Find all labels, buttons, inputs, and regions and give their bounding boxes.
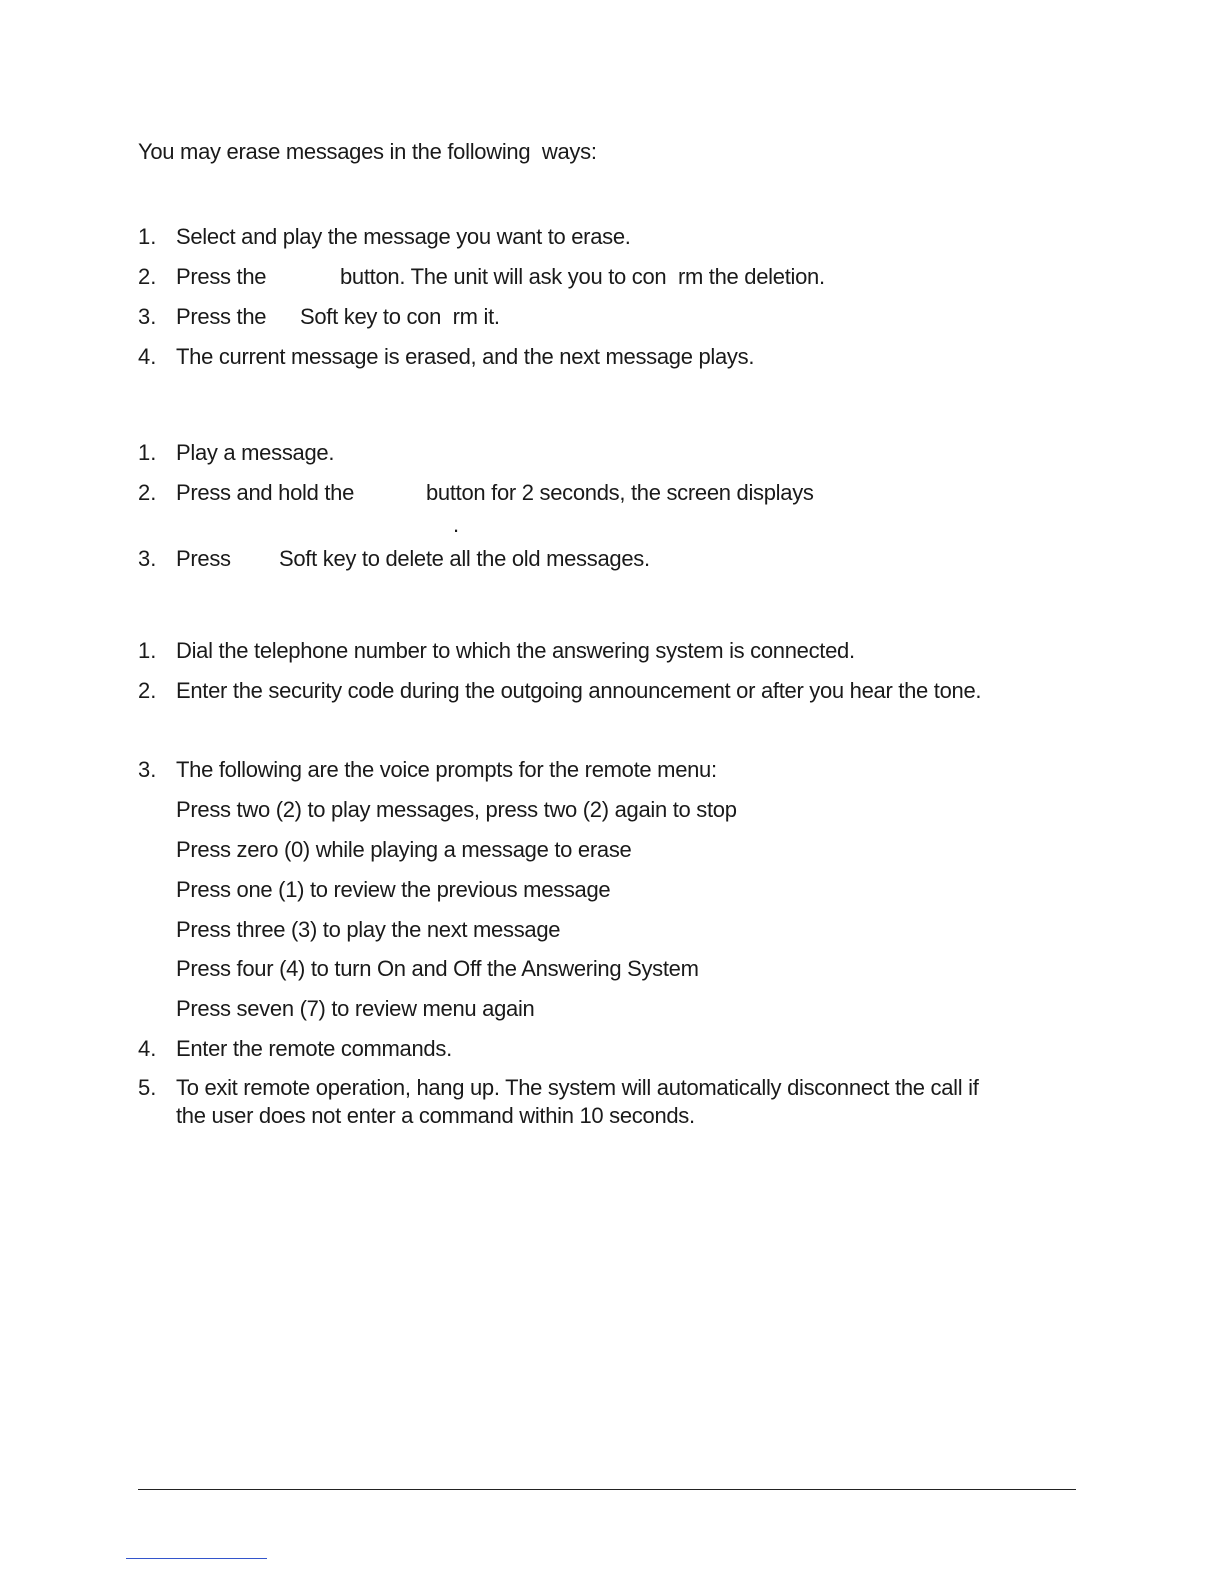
voice-prompt: Press two (2) to play messages, press two (2) again to stop (176, 797, 737, 822)
list-text: button. The unit will ask you to con rm the deletion. (340, 264, 825, 289)
voice-prompt: Press four (4) to turn On and Off the Answering System (176, 956, 699, 981)
list-text: Press (176, 546, 231, 571)
voice-prompt: Press seven (7) to review menu again (176, 996, 535, 1021)
list-number: 1. (138, 638, 157, 663)
list-text: Select and play the message you want to erase. (176, 224, 631, 249)
footer-rule (138, 1489, 1076, 1490)
list-number: 2. (138, 264, 157, 289)
voice-prompt: Press zero (0) while playing a message to erase (176, 837, 632, 862)
list-text: To exit remote operation, hang up. The system will automatically disconnect the call if (176, 1075, 979, 1100)
list-number: 5. (138, 1075, 157, 1100)
list-number: 3. (138, 546, 157, 571)
list-number: 3. (138, 304, 157, 329)
voice-prompt: Press one (1) to review the previous message (176, 877, 611, 902)
list-text: button for 2 seconds, the screen displays (426, 480, 814, 505)
list-text: Press the (176, 304, 267, 329)
list-text: Play a message. (176, 440, 335, 465)
list-text: Dial the telephone number to which the answering system is connected. (176, 638, 855, 663)
footer-link-underline (126, 1558, 267, 1559)
list-text: Enter the security code during the outgoing announcement or after you hear the tone. (176, 678, 982, 703)
intro-text: You may erase messages in the following ways: (138, 139, 597, 164)
trailing-period: . (453, 512, 460, 537)
list-number: 4. (138, 344, 157, 369)
list-text: Press and hold the (176, 480, 355, 505)
list-number: 1. (138, 440, 157, 465)
voice-prompt: Press three (3) to play the next message (176, 917, 561, 942)
list-text: The following are the voice prompts for the remote menu: (176, 757, 717, 782)
list-number: 4. (138, 1036, 157, 1061)
list-text: Soft key to delete all the old messages. (279, 546, 650, 571)
list-text: the user does not enter a command within 10 seconds. (176, 1103, 695, 1128)
list-number: 1. (138, 224, 157, 249)
list-number: 2. (138, 480, 157, 505)
list-text: The current message is erased, and the next message plays. (176, 344, 755, 369)
list-number: 3. (138, 757, 157, 782)
list-text: Soft key to con rm it. (300, 304, 500, 329)
list-text: Press the (176, 264, 267, 289)
list-text: Enter the remote commands. (176, 1036, 452, 1061)
list-number: 2. (138, 678, 157, 703)
